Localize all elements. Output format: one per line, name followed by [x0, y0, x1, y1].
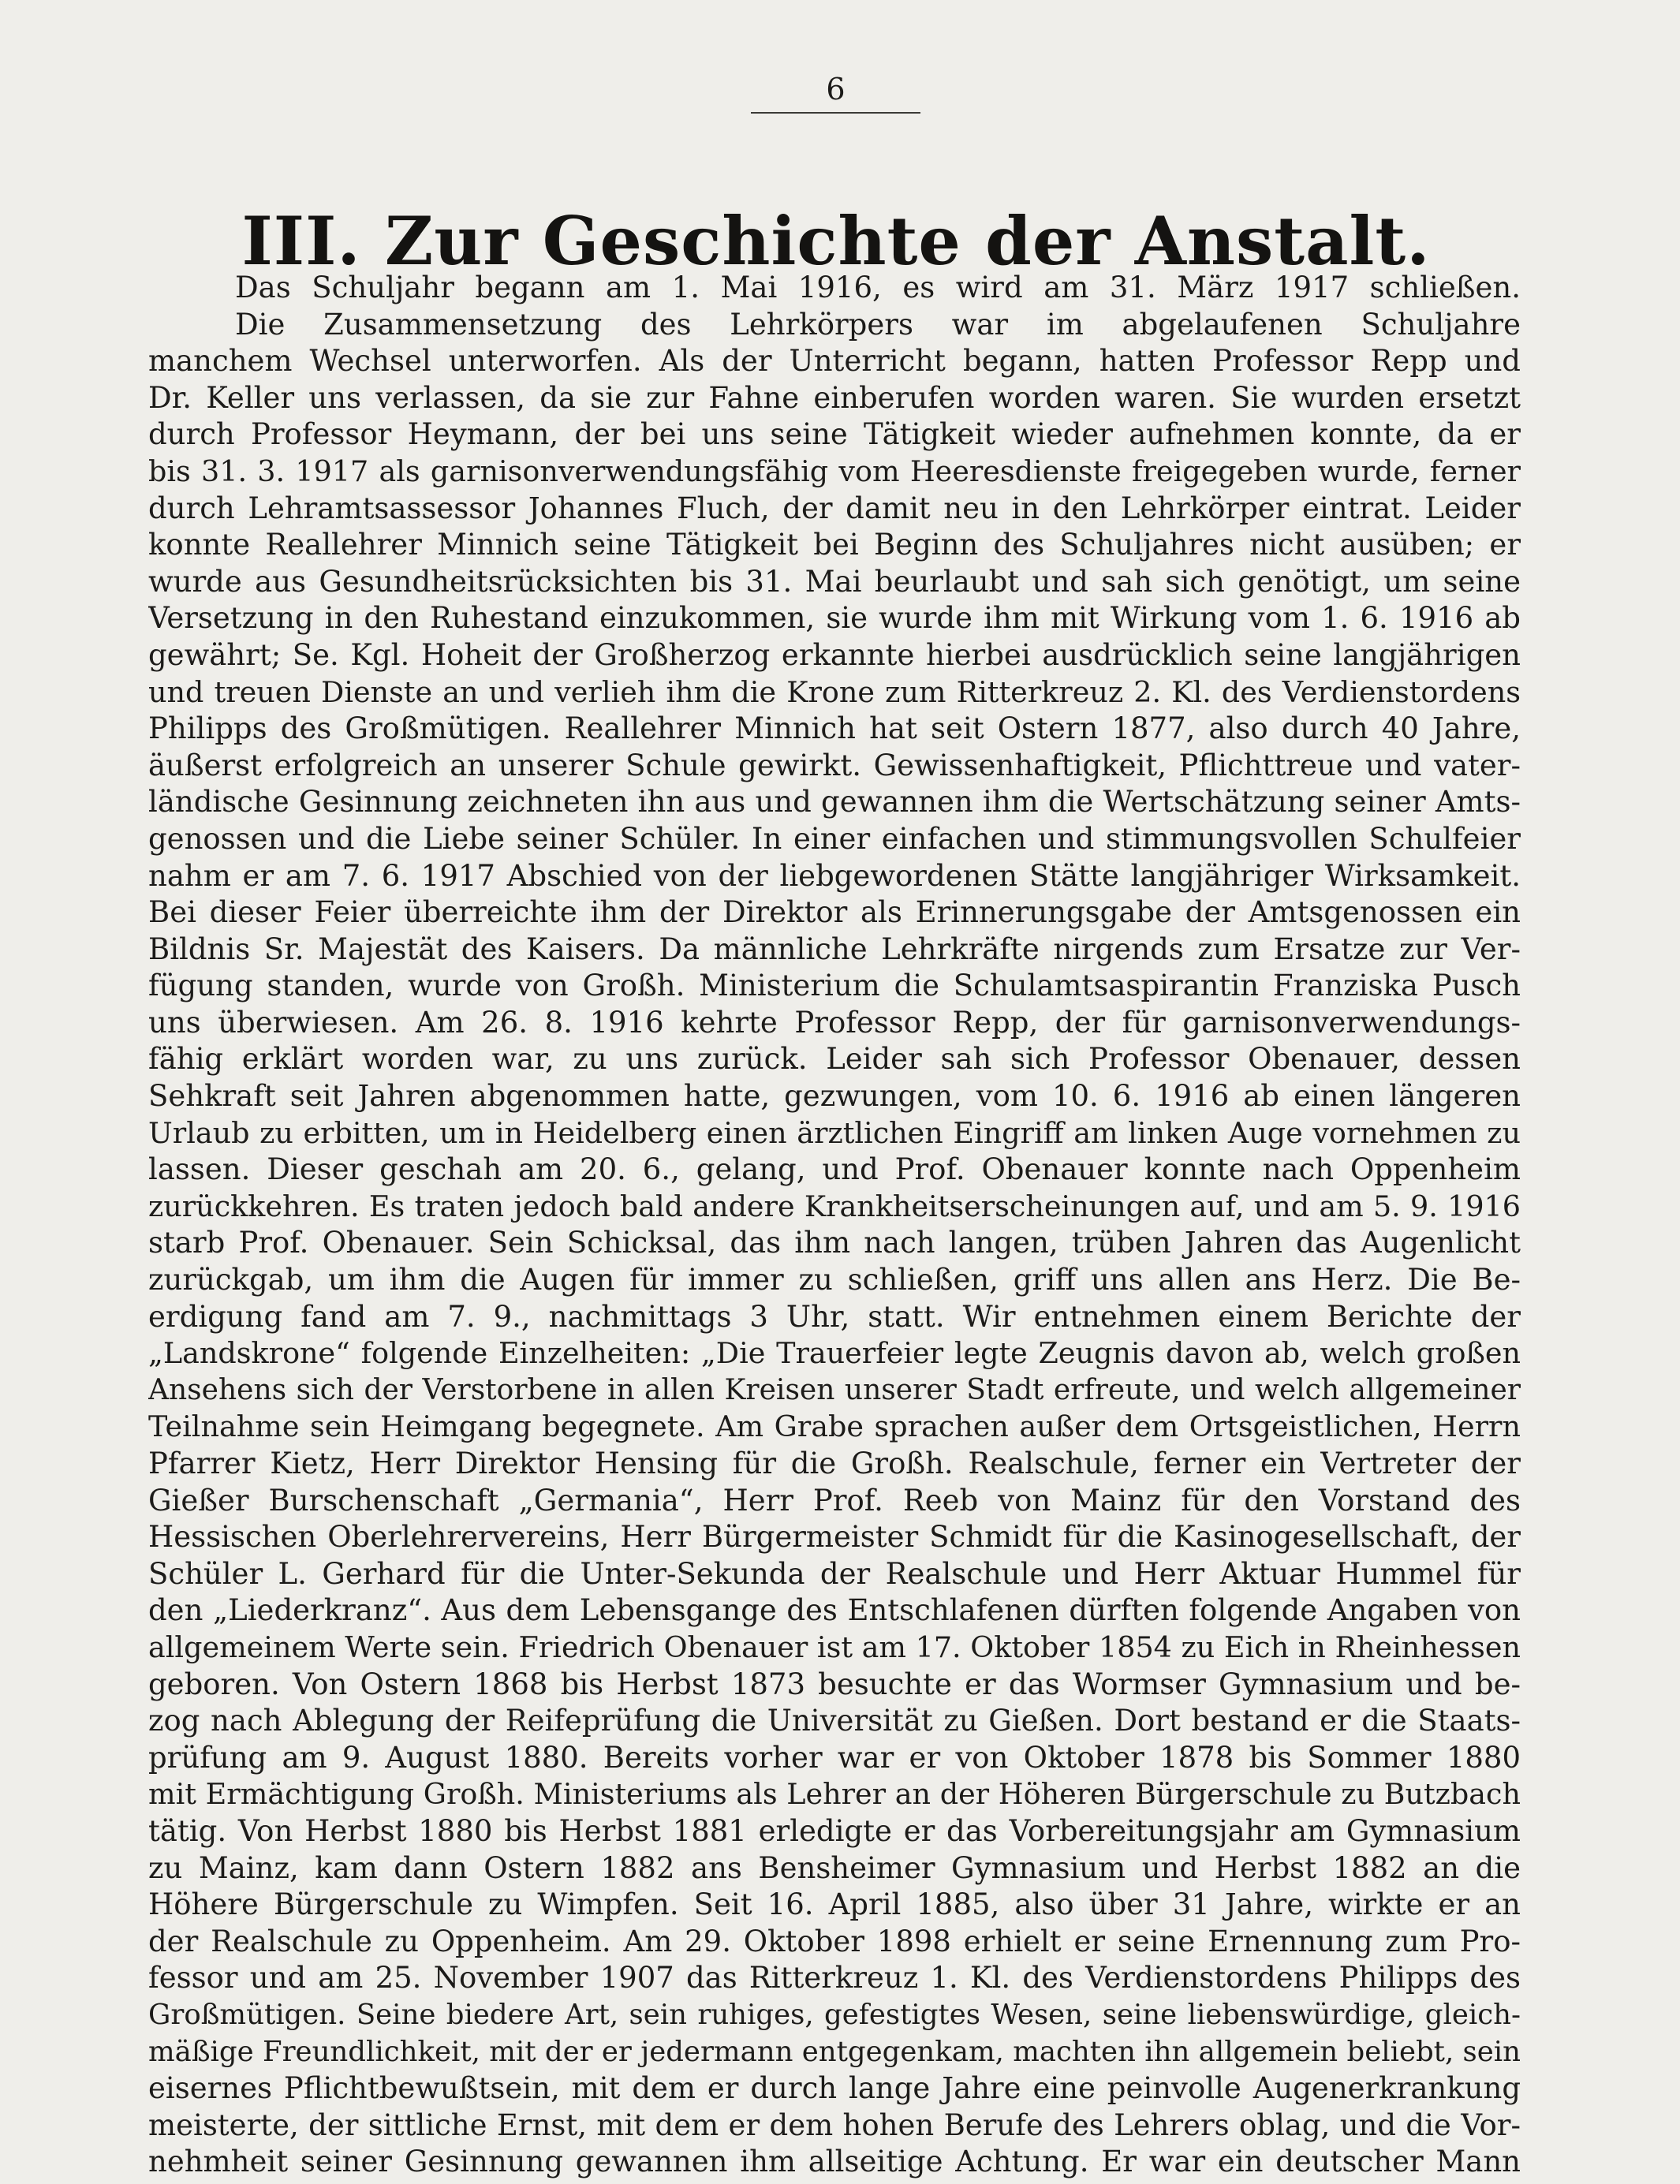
text-line: durch Lehramtsassessor Johannes Fluch, der damit neu in den Lehrkörper eintrat. Leider [148, 491, 1521, 525]
text-line: ländische Gesinnung zeichneten ihn aus und gewannen ihm die Wertschätzung seiner Amts- [148, 785, 1521, 819]
text-line: Ansehens sich der Verstorbene in allen Kreisen unserer Stadt erfreute, und welch allgemeiner [148, 1373, 1521, 1406]
text-line: fessor und am 25. November 1907 das Ritterkreuz 1. Kl. des Verdienstordens Philipps des [148, 1961, 1521, 1995]
text-line: tätig. Von Herbst 1880 bis Herbst 1881 erledigte er das Vorbereitungsjahr am Gymnasium [148, 1813, 1521, 1848]
text-line: allgemeinem Werte sein. Friedrich Obenauer ist am 17. Oktober 1854 zu Eich in Rheinhessen [148, 1630, 1521, 1664]
text-line: Sehkraft seit Jahren abgenommen hatte, gezwungen, vom 10. 6. 1916 ab einen längeren [148, 1079, 1521, 1114]
text-line: zu Mainz, kam dann Ostern 1882 ans Bensheimer Gymnasium und Herbst 1882 an die [148, 1850, 1521, 1885]
text-line: der Realschule zu Oppenheim. Am 29. Oktober 1898 erhielt er seine Ernennung zum Pro- [148, 1924, 1521, 1958]
text-line: den „Liederkranz“. Aus dem Lebensgange des Entschlafenen dürften folgende Angaben von [148, 1593, 1521, 1628]
text-line: zog nach Ablegung der Reifeprüfung die Universität zu Gießen. Dort bestand er die Staats- [148, 1704, 1521, 1738]
text-line: durch Professor Heymann, der bei uns seine Tätigkeit wieder aufnehmen konnte, da er [148, 417, 1521, 452]
text-line: gewährt; Se. Kgl. Hoheit der Großherzog erkannte hierbei ausdrücklich seine langjährigen [148, 637, 1521, 672]
text-line: und treuen Dienste an und verlieh ihm die Krone zum Ritterkreuz 2. Kl. des Verdienstordens [148, 674, 1521, 709]
text-line: mäßige Freundlichkeit, mit der er jedermann entgegenkam, machten ihn allgemein beliebt, sein [148, 2035, 1521, 2068]
text-line: Hessischen Oberlehrervereins, Herr Bürgermeister Schmidt für die Kasinogesellschaft, der [148, 1520, 1521, 1555]
text-line: Urlaub zu erbitten, um in Heidelberg einen ärztlichen Eingriff am linken Auge vornehmen zu [148, 1115, 1521, 1150]
text-line: prüfung am 9. August 1880. Bereits vorher war er von Oktober 1878 bis Sommer 1880 [148, 1740, 1521, 1775]
text-line: fügung standen, wurde von Großh. Ministerium die Schulamtsaspirantin Franziska Pusch [148, 969, 1521, 1003]
text-line: erdigung fand am 7. 9., nachmittags 3 Uhr, statt. Wir entnehmen einem Berichte der [148, 1299, 1521, 1334]
text-line: nahm er am 7. 6. 1917 Abschied von der liebgewordenen Stätte langjähriger Wirksamkeit. [148, 858, 1521, 893]
text-line: Bei dieser Feier überreichte ihm der Direktor als Erinnerungsgabe der Amtsgenossen ein [148, 895, 1521, 930]
text-line: konnte Reallehrer Minnich seine Tätigkeit bei Beginn des Schuljahres nicht ausüben; er [148, 528, 1521, 562]
text-line: genossen und die Liebe seiner Schüler. In einer einfachen und stimmungsvollen Schulfeier [148, 821, 1521, 856]
text-line: Das Schuljahr begann am 1. Mai 1916, es wird am 31. März 1917 schließen. [235, 271, 1521, 304]
text-line: Die Zusammensetzung des Lehrkörpers war im abgelaufenen Schuljahre [235, 307, 1521, 342]
text-line: zurückkehren. Es traten jedoch bald andere Krankheitserscheinungen auf, und am 5. 9. 1916 [148, 1189, 1521, 1223]
page-number: 6 [826, 72, 846, 106]
chapter-title: III. Zur Geschichte der Anstalt. [241, 202, 1431, 281]
text-line: zurückgab, um ihm die Augen für immer zu schließen, griff uns allen ans Herz. Die Be- [148, 1263, 1521, 1297]
text-line: Versetzung in den Ruhestand einzukommen, sie wurde ihm mit Wirkung vom 1. 6. 1916 ab [148, 601, 1521, 636]
page-number-rule [751, 112, 920, 114]
text-line: nehmheit seiner Gesinnung gewannen ihm allseitige Achtung. Er war ein deutscher Mann [148, 2145, 1521, 2179]
text-line: fähig erklärt worden war, zu uns zurück. Leider sah sich Professor Obenauer, dessen [148, 1042, 1521, 1077]
text-line: mit Ermächtigung Großh. Ministeriums als Lehrer an der Höheren Bürgerschule zu Butzbach [148, 1777, 1521, 1812]
text-line: Gießer Burschenschaft „Germania“, Herr Prof. Reeb von Mainz für den Vorstand des [148, 1483, 1521, 1518]
text-line: Höhere Bürgerschule zu Wimpfen. Seit 16. April 1885, also über 31 Jahre, wirkte er an [148, 1887, 1521, 1922]
text-line: äußerst erfolgreich an unserer Schule gewirkt. Gewissenhaftigkeit, Pflichttreue und vater- [148, 748, 1521, 782]
text-line: meisterte, der sittliche Ernst, mit dem er dem hohen Berufe des Lehrers oblag, und die Vor- [148, 2107, 1521, 2142]
text-line: „Landskrone“ folgende Einzelheiten: „Die Trauerfeier legte Zeugnis davon ab, welch großen [148, 1336, 1521, 1371]
text-line: wurde aus Gesundheitsrücksichten bis 31. Mai beurlaubt und sah sich genötigt, um seine [148, 564, 1521, 599]
text-line: geboren. Von Ostern 1868 bis Herbst 1873 besuchte er das Wormser Gymnasium und be- [148, 1667, 1521, 1701]
text-line: lassen. Dieser geschah am 20. 6., gelang, und Prof. Obenauer konnte nach Oppenheim [148, 1152, 1521, 1187]
text-line: Schüler L. Gerhard für die Unter-Sekunda der Realschule und Herr Aktuar Hummel für [148, 1556, 1521, 1591]
text-line: Philipps des Großmütigen. Reallehrer Minnich hat seit Ostern 1877, also durch 40 Jahre, [148, 711, 1521, 746]
text-line: Großmütigen. Seine biedere Art, sein ruhiges, gefestigtes Wesen, seine liebenswürdige, gleich- [148, 1998, 1521, 2031]
text-line: uns überwiesen. Am 26. 8. 1916 kehrte Professor Repp, der für garnisonverwendungs- [148, 1005, 1521, 1040]
text-line: Dr. Keller uns verlassen, da sie zur Fahne einberufen worden waren. Sie wurden ersetzt [148, 380, 1521, 415]
text-line: manchem Wechsel unterworfen. Als der Unterricht begann, hatten Professor Repp und [148, 344, 1521, 379]
text-line: starb Prof. Obenauer. Sein Schicksal, das ihm nach langen, trüben Jahren das Augenlicht [148, 1226, 1521, 1260]
text-line: bis 31. 3. 1917 als garnisonverwendungsfähig vom Heeresdienste freigegeben wurde, ferner [148, 454, 1521, 488]
text-line: Teilnahme sein Heimgang begegnete. Am Grabe sprachen außer dem Ortsgeistlichen, Herrn [148, 1409, 1521, 1444]
text-line: eisernes Pflichtbewußtsein, mit dem er durch lange Jahre eine peinvolle Augenerkrankung [148, 2071, 1521, 2106]
text-line: Bildnis Sr. Majestät des Kaisers. Da männliche Lehrkräfte nirgends zum Ersatze zur Ver- [148, 931, 1521, 966]
text-line: Pfarrer Kietz, Herr Direktor Hensing für die Großh. Realschule, ferner ein Vertreter der [148, 1447, 1521, 1480]
body-text [148, 270, 1521, 2181]
